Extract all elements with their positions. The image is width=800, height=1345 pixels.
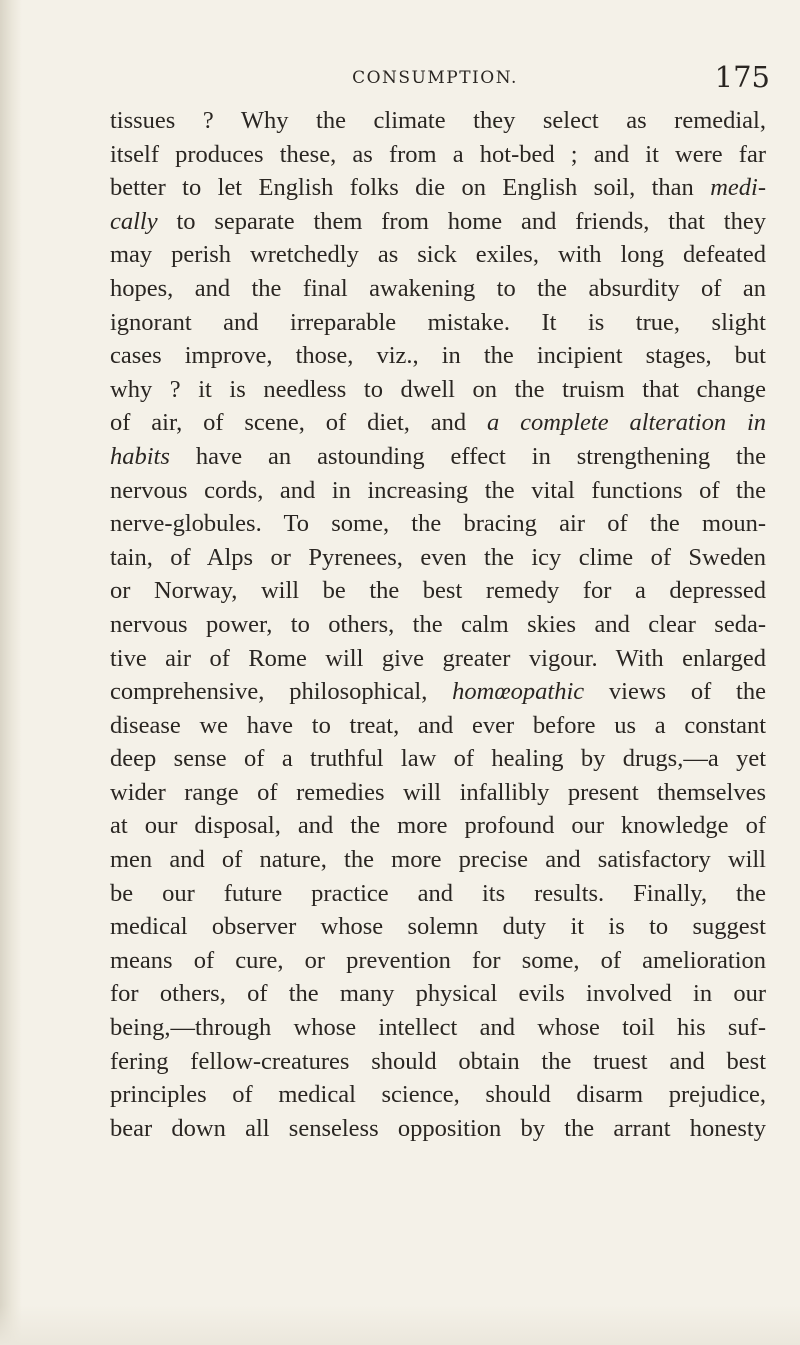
text-line [110, 877, 766, 911]
text-run: to separate them from home and friends, that they [157, 207, 766, 235]
text-run: tissues ? Why the climate they select as remedial, [110, 107, 766, 134]
text-line [110, 440, 766, 474]
text-run: means of cure, or prevention for some, of amelioration [110, 946, 766, 974]
italic-text-run: medi- [710, 174, 766, 202]
text-run: have an astounding effect in strengthening the [169, 442, 766, 470]
text-line [110, 776, 766, 810]
text-run: why ? it is needless to dwell on the truism that change [110, 375, 766, 403]
text-line [110, 507, 766, 541]
text-run: nervous cords, and in increasing the vital functions of the [110, 476, 766, 504]
text-line [110, 977, 766, 1011]
text-run: ignorant and irreparable mistake. It is true, slight [110, 308, 766, 336]
text-line [110, 1045, 766, 1079]
text-line [110, 1078, 766, 1112]
text-line [110, 574, 766, 608]
text-run: itself produces these, as from a hot-bed ; and it were far [110, 140, 766, 168]
text-run: may perish wretchedly as sick exiles, with long defeated [110, 241, 766, 269]
text-run: for others, of the many physical evils involved in our [110, 980, 766, 1008]
body-text [110, 104, 766, 1145]
text-run: nervous power, to others, the calm skies and clear seda- [110, 610, 766, 638]
text-line [110, 205, 766, 239]
page-edge-shadow [0, 0, 22, 1345]
text-line [110, 608, 766, 642]
text-run: wider range of remedies will infallibly present themselves [110, 778, 766, 806]
text-run: medical observer whose solemn duty it is to suggest [110, 913, 766, 941]
text-run: bear down all senseless opposition by the arrant honesty [110, 1114, 766, 1142]
text-line [110, 474, 766, 508]
text-line [110, 642, 766, 676]
text-run: men and of nature, the more precise and satisfactory will [110, 846, 766, 874]
text-run: disease we have to treat, and ever before us a constant [110, 711, 766, 739]
text-line [110, 1112, 766, 1146]
text-run: deep sense of a truthful law of healing by drugs,—a yet [110, 745, 766, 773]
text-run: or Norway, will be the best remedy for a depressed [110, 577, 766, 605]
italic-text-run: homœopathic [452, 678, 585, 706]
page-number: 175 [714, 60, 770, 94]
text-run: comprehensive, philosophical, [110, 678, 453, 706]
text-run: hopes, and the final awakening to the absurdity of an [110, 274, 766, 302]
text-line [110, 910, 766, 944]
running-title: CONSUMPTION. [352, 68, 518, 88]
text-line [110, 809, 766, 843]
text-run: tain, of Alps or Pyrenees, even the icy clime of Sweden [110, 543, 766, 571]
text-run: tive air of Rome will give greater vigour. With enlarged [110, 644, 766, 672]
text-run: fering fellow-creatures should obtain the truest and best [110, 1047, 766, 1075]
text-line [110, 373, 766, 407]
text-line [110, 138, 766, 172]
text-line [110, 843, 766, 877]
text-line [110, 709, 766, 743]
text-run: principles of medical science, should disarm prejudice, [110, 1081, 766, 1109]
text-line [110, 272, 766, 306]
running-head [100, 60, 770, 100]
text-run: nerve-globules. To some, the bracing air of the moun- [110, 510, 766, 538]
text-line [110, 675, 766, 709]
italic-text-run: a complete alteration in [487, 409, 766, 437]
text-line [110, 104, 766, 138]
text-line [110, 1011, 766, 1045]
text-line [110, 306, 766, 340]
page-bottom-shade [0, 1305, 800, 1345]
italic-text-run: cally [110, 207, 158, 235]
text-line [110, 171, 766, 205]
text-run: views of the [584, 678, 766, 706]
text-run: cases improve, those, viz., in the incipient stages, but [110, 342, 766, 370]
text-run: better to let English folks die on English soil, than [110, 174, 711, 202]
text-run: being,—through whose intellect and whose toil his suf- [110, 1014, 766, 1042]
italic-text-run: habits [110, 442, 170, 470]
text-line [110, 238, 766, 272]
text-line [110, 944, 766, 978]
text-run: be our future practice and its results. Finally, the [110, 879, 766, 907]
text-run: at our disposal, and the more profound our knowledge of [110, 812, 766, 840]
text-line [110, 406, 766, 440]
text-line [110, 541, 766, 575]
text-line [110, 742, 766, 776]
text-line [110, 339, 766, 373]
text-run: of air, of scene, of diet, and [110, 409, 488, 437]
